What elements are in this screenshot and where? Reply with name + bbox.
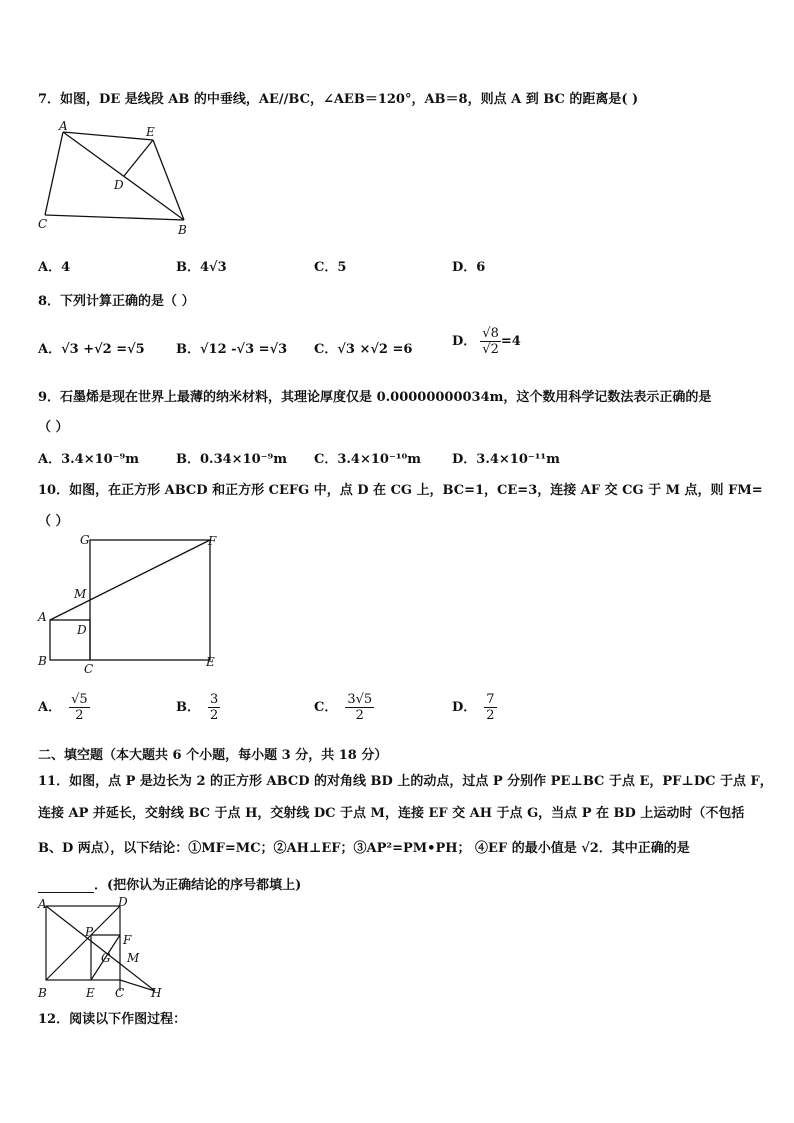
q7-option-d[interactable]: D．6 xyxy=(452,260,486,275)
q10-option-b[interactable]: B． $\frac{3}{2}$ xyxy=(176,692,219,723)
q11-label-M: M xyxy=(127,951,140,965)
q9-option-b[interactable]: B．0.34×10⁻⁹m xyxy=(176,452,287,467)
q7-label-A: A xyxy=(59,119,68,133)
q10-label-A: A xyxy=(38,610,47,624)
q9-stem: 9．石墨烯是现在世界上最薄的纳米材料，其理论厚度仅是 0.00000000034m，这个数用科学记数法表示正确的是 xyxy=(38,390,712,405)
q11-label-C: C xyxy=(115,986,125,1000)
q10-label-B: B xyxy=(38,654,47,668)
q10-label-M: M xyxy=(74,587,87,601)
q10-label-E: E xyxy=(206,655,215,669)
q11-label-P: P xyxy=(85,925,94,939)
q10-stem: 10．如图，在正方形 ABCD 和正方形 CEFG 中，点 D 在 CG 上，BC=1，CE=3，连接 AF 交 CG 于 M 点，则 FM= xyxy=(38,483,763,498)
q11-figure xyxy=(34,896,174,1002)
q10-label-F: F xyxy=(208,534,217,548)
q11-answer-blank[interactable] xyxy=(38,880,94,893)
q11-label-D: D xyxy=(118,896,128,909)
q7-label-C: C xyxy=(38,217,48,231)
q10-option-d[interactable]: D． $\frac{7}{2}$ xyxy=(452,692,495,723)
q10-figure xyxy=(34,530,224,675)
q11-line-3: B、D 两点），以下结论：①MF=MC；②AH⊥EF；③AP²=PM•PH； ④EF 的最小值是 √2．其中正确的是 xyxy=(38,841,690,856)
q10-paren: （ ） xyxy=(38,514,69,529)
q9-option-a[interactable]: A．3.4×10⁻⁹m xyxy=(38,452,140,467)
q7-label-B: B xyxy=(178,223,187,237)
section-2-heading: 二、填空题（本大题共 6 个小题，每小题 3 分，共 18 分） xyxy=(38,748,388,763)
q11-line-4: ．(把你认为正确结论的序号都填上) xyxy=(38,874,301,893)
q9-paren: （ ） xyxy=(38,420,69,435)
q8-option-b[interactable]: B．√12 -√3 =√3 xyxy=(176,342,288,357)
q7-option-c[interactable]: C．5 xyxy=(314,260,347,275)
q7-figure xyxy=(30,118,200,238)
q11-label-H: H xyxy=(151,986,162,1000)
q7-option-a[interactable]: A．4 xyxy=(38,260,71,275)
q11-label-B: B xyxy=(38,986,47,1000)
q11-line-2: 连接 AP 并延长，交射线 BC 于点 H，交射线 DC 于点 M，连接 EF 交 AH 于点 G，当点 P 在 BD 上运动时（不包括 xyxy=(38,806,745,821)
q8-stem: 8．下列计算正确的是（ ） xyxy=(38,294,195,309)
q7-option-b[interactable]: B．4√3 xyxy=(176,260,227,275)
q11-label-G: G xyxy=(101,951,111,965)
q7-label-E: E xyxy=(146,125,155,139)
q10-label-G: G xyxy=(80,533,90,547)
q7-stem: 7．如图，DE 是线段 AB 的中垂线，AE//BC，∠AEB＝120°，AB＝8，则点 A 到 BC 的距离是( ) xyxy=(38,92,639,107)
q9-option-c[interactable]: C．3.4×10⁻¹⁰m xyxy=(314,452,421,467)
q9-option-d[interactable]: D．3.4×10⁻¹¹m xyxy=(452,452,560,467)
q8-option-d[interactable]: D． $\frac{√8}{√2}$ =4 xyxy=(452,326,521,357)
q11-label-F: F xyxy=(123,933,132,947)
q11-line-1: 11．如图，点 P 是边长为 2 的正方形 ABCD 的对角线 BD 上的动点，过点 P 分别作 PE⊥BC 于点 E，PF⊥DC 于点 F， xyxy=(38,774,773,789)
q10-label-C: C xyxy=(84,662,94,675)
q12-stem: 12．阅读以下作图过程： xyxy=(38,1012,187,1027)
q11-label-E: E xyxy=(86,986,95,1000)
q7-label-D: D xyxy=(114,178,124,192)
q10-option-a[interactable]: A． $\frac{√5}{2}$ xyxy=(38,692,88,723)
q10-option-c[interactable]: C． $\frac{3√5}{2}$ xyxy=(314,692,373,723)
q8-option-a[interactable]: A．√3 +√2 =√5 xyxy=(38,342,145,357)
q10-label-D: D xyxy=(77,623,87,637)
q8-option-c[interactable]: C．√3 ×√2 =6 xyxy=(314,342,413,357)
q11-label-A: A xyxy=(38,897,47,911)
